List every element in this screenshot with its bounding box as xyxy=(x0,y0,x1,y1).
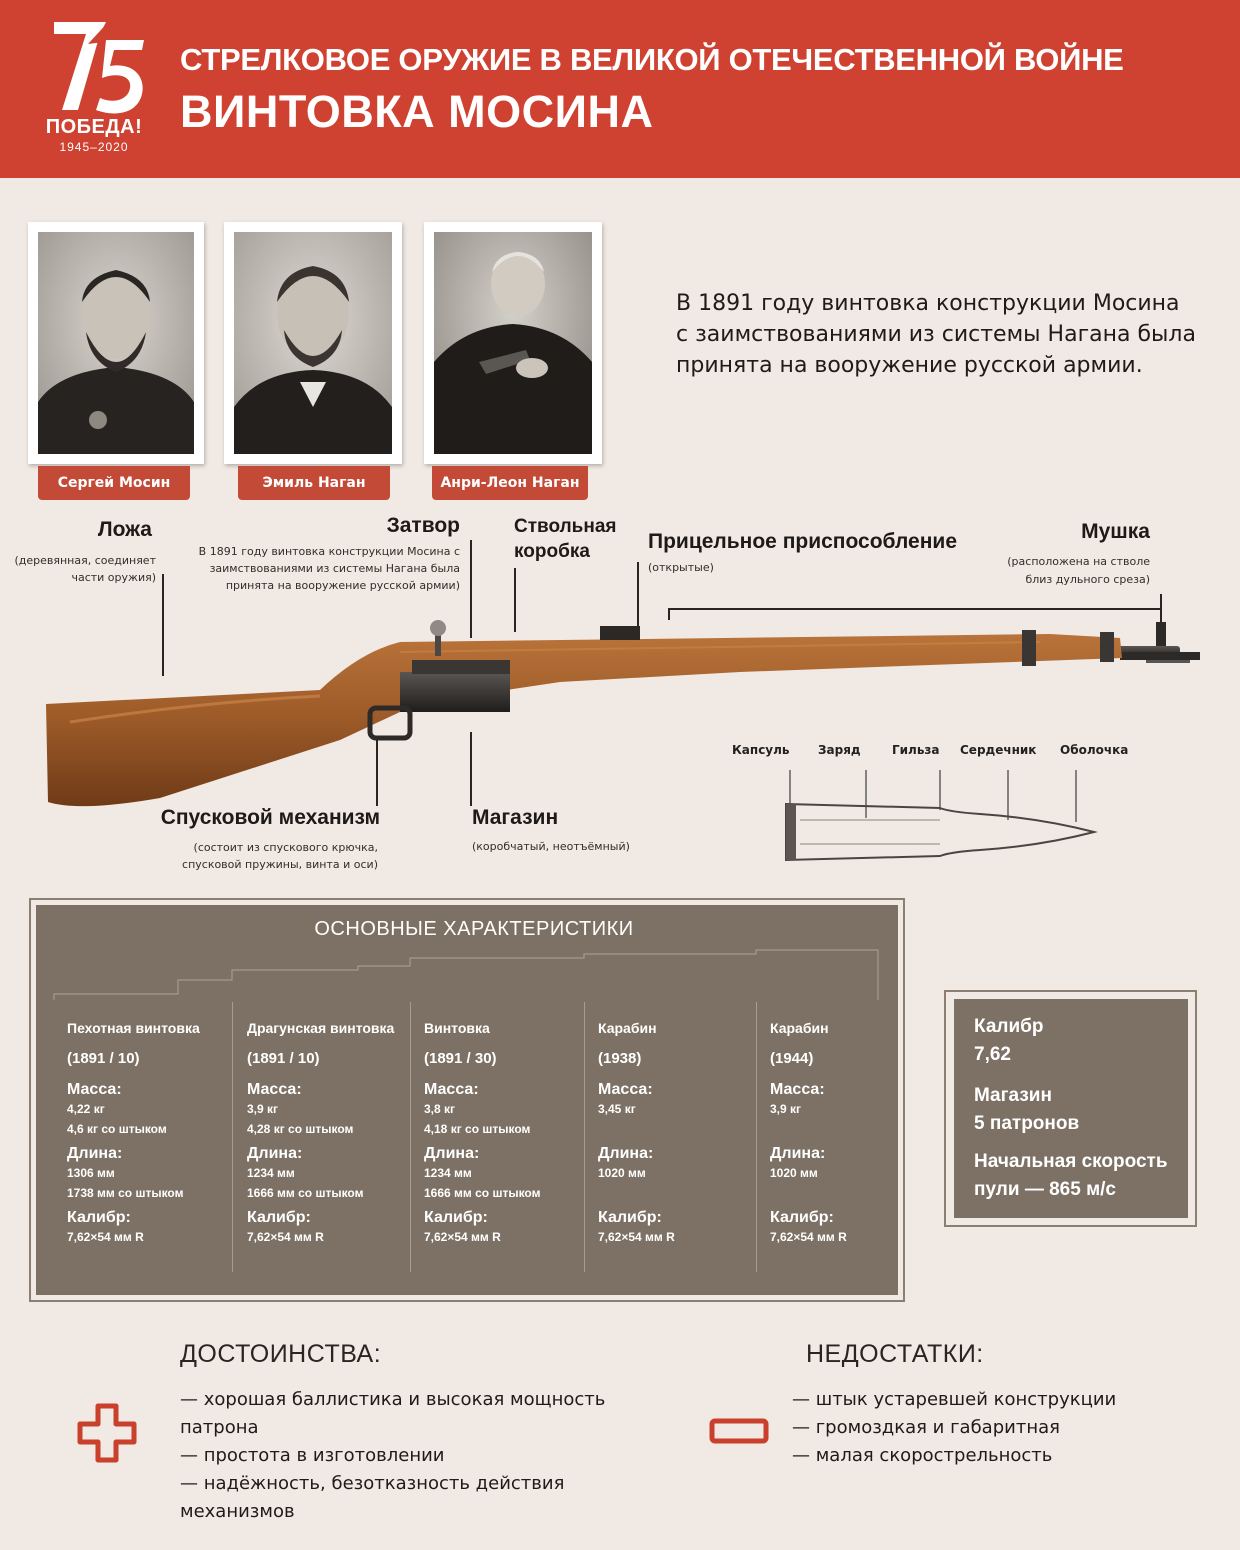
specs-title: ОСНОВНЫЕ ХАРАКТЕРИСТИКИ xyxy=(314,918,634,940)
bullet-label-obolochka: Оболочка xyxy=(1060,743,1129,757)
spec-length-value: 1306 мм xyxy=(67,1166,115,1180)
portrait-emile-nagant xyxy=(224,222,402,464)
spec-caliber-value: 7,62×54 мм R xyxy=(247,1230,324,1244)
spec-caliber-value: 7,62×54 мм R xyxy=(424,1230,501,1244)
bullet-diagram xyxy=(780,770,1100,862)
specs-divider-2 xyxy=(410,1002,411,1272)
intro-text: В 1891 году винтовка конструкции Мосина с заимствованиями из системы Нагана была принята на вооружение русской армии. xyxy=(676,291,1196,378)
spec-column-2 xyxy=(247,1020,409,1247)
spec-column-3 xyxy=(424,1020,582,1247)
spec-length-value-bayonet: 1666 мм со штыком xyxy=(247,1186,364,1200)
portrait-name-henri: Анри-Леон Наган xyxy=(432,466,588,500)
spec-length-label: Длина: xyxy=(67,1145,123,1162)
spec-mass-value: 3,45 кг xyxy=(598,1102,636,1116)
page-title: ВИНТОВКА МОСИНА xyxy=(180,86,654,137)
bullet-label-serdechnik: Сердечник xyxy=(960,743,1037,757)
spec-model-name: Пехотная винтовка xyxy=(67,1020,200,1036)
spec-length-value: 1234 мм xyxy=(424,1166,472,1180)
spec-caliber-value: 7,62×54 мм R xyxy=(598,1230,675,1244)
label-spusk: Спусковой механизм xyxy=(160,806,380,829)
pointer-mushka-h xyxy=(668,608,1162,610)
victory-75-logo xyxy=(48,14,148,118)
summary-caliber-value: 7,62 xyxy=(974,1044,1011,1065)
spec-mass-value-bayonet: 4,18 кг со штыком xyxy=(424,1122,531,1136)
spec-caliber-label: Калибр: xyxy=(247,1209,311,1226)
spec-mass-value-bayonet: 4,6 кг со штыком xyxy=(67,1122,167,1136)
bullet-label-zaryad: Заряд xyxy=(818,743,861,757)
pros-line-2: патрона xyxy=(180,1417,259,1438)
label-mushka: Мушка xyxy=(1081,520,1150,543)
note-mushka-1: (расположена на стволе xyxy=(1007,555,1150,568)
cons-line-2: — громоздкая и габаритная xyxy=(792,1417,1060,1438)
note-magazin: (коробчатый, неотъёмный) xyxy=(472,840,630,853)
note-zatvor-2: заимствованиями из системы Нагана была xyxy=(209,562,460,575)
portrait-photo xyxy=(434,232,592,454)
label-pricel: Прицельное приспособление xyxy=(648,530,958,553)
pros-line-3: — простота в изготовлении xyxy=(180,1445,445,1466)
spec-model-name: Драгунская винтовка xyxy=(247,1020,395,1036)
cons-line-1: — штык устаревшей конструкции xyxy=(792,1389,1117,1410)
summary-magazine-value: 5 патронов xyxy=(974,1113,1080,1134)
pros-title: ДОСТОИНСТВА: xyxy=(180,1340,382,1368)
summary-velocity-value: пули — 865 м/с xyxy=(974,1179,1116,1200)
spec-model-year: (1891 / 10) xyxy=(247,1050,320,1067)
specs-step-tabs xyxy=(36,940,898,1000)
spec-model-year: (1944) xyxy=(770,1050,814,1067)
spec-caliber-label: Калибр: xyxy=(424,1209,488,1226)
spec-caliber-label: Калибр: xyxy=(67,1209,131,1226)
portrait-henri-leon-nagant xyxy=(424,222,602,464)
spec-mass-label: Масса: xyxy=(598,1081,653,1098)
spec-caliber-label: Калибр: xyxy=(598,1209,662,1226)
pros-line-5: механизмов xyxy=(180,1501,295,1522)
pros-line-1: — хорошая баллистика и высокая мощность xyxy=(180,1389,606,1410)
note-lozha-1: (деревянная, соединяет xyxy=(14,554,156,567)
summary-caliber-label: Калибр xyxy=(974,1016,1044,1037)
spec-column-4 xyxy=(598,1020,754,1247)
portrait-photo xyxy=(38,232,194,454)
spec-column-5 xyxy=(770,1020,896,1247)
plus-icon xyxy=(76,1402,138,1464)
summary-magazine-label: Магазин xyxy=(974,1085,1052,1106)
portrait-name-emile: Эмиль Наган xyxy=(238,466,390,500)
spec-mass-value: 3,9 кг xyxy=(770,1102,802,1116)
spec-mass-label: Масса: xyxy=(424,1081,479,1098)
spec-length-value: 1020 мм xyxy=(770,1166,818,1180)
spec-mass-value-bayonet: 4,28 кг со штыком xyxy=(247,1122,354,1136)
spec-mass-value: 3,9 кг xyxy=(247,1102,279,1116)
minus-icon xyxy=(708,1416,770,1446)
spec-mass-label: Масса: xyxy=(770,1081,825,1098)
label-korobka-1: Ствольная xyxy=(514,516,617,537)
spec-mass-value: 3,8 кг xyxy=(424,1102,456,1116)
note-spusk-1: (состоит из спускового крючка, xyxy=(193,841,378,854)
spec-caliber-value: 7,62×54 мм R xyxy=(770,1230,847,1244)
label-lozha: Ложа xyxy=(97,518,152,541)
spec-length-label: Длина: xyxy=(598,1145,654,1162)
note-zatvor-1: В 1891 году винтовка конструкции Мосина с xyxy=(198,545,460,558)
spec-model-year: (1891 / 30) xyxy=(424,1050,497,1067)
spec-caliber-label: Калибр: xyxy=(770,1209,834,1226)
summary-velocity-label: Начальная скорость xyxy=(974,1151,1168,1172)
spec-caliber-value: 7,62×54 мм R xyxy=(67,1230,144,1244)
spec-length-label: Длина: xyxy=(770,1145,826,1162)
spec-length-value: 1234 мм xyxy=(247,1166,295,1180)
spec-model-name: Винтовка xyxy=(424,1020,490,1036)
note-mushka-2: близ дульного среза) xyxy=(1025,573,1150,586)
spec-length-label: Длина: xyxy=(247,1145,303,1162)
portrait-photo xyxy=(234,232,392,454)
spec-length-value-bayonet: 1738 мм со штыком xyxy=(67,1186,184,1200)
spec-length-value-bayonet: 1666 мм со штыком xyxy=(424,1186,541,1200)
note-pricel: (открытые) xyxy=(648,561,714,574)
pointer-spusk xyxy=(376,740,378,806)
label-korobka-2: коробка xyxy=(514,541,590,562)
page-supertitle: СТРЕЛКОВОЕ ОРУЖИЕ В ВЕЛИКОЙ ОТЕЧЕСТВЕННОЙ ВОЙНЕ xyxy=(180,42,1124,77)
spec-mass-label: Масса: xyxy=(67,1081,122,1098)
label-magazin: Магазин xyxy=(472,806,559,829)
pros-line-4: — надёжность, безотказность действия xyxy=(180,1473,565,1494)
spec-model-name: Карабин xyxy=(598,1020,657,1036)
portrait-name-mosin: Сергей Мосин xyxy=(38,466,190,500)
cons-line-3: — малая скорострельность xyxy=(792,1445,1053,1466)
spec-model-year: (1938) xyxy=(598,1050,642,1067)
spec-column-1 xyxy=(67,1020,231,1247)
cons-title: НЕДОСТАТКИ: xyxy=(806,1340,984,1368)
spec-mass-label: Масса: xyxy=(247,1081,302,1098)
logo-word: ПОБЕДА! xyxy=(45,116,143,138)
label-zatvor: Затвор xyxy=(386,514,460,537)
note-zatvor-3: принята на вооружение русской армии) xyxy=(225,579,460,592)
spec-model-year: (1891 / 10) xyxy=(67,1050,140,1067)
spec-mass-value: 4,22 кг xyxy=(67,1102,105,1116)
portrait-mosin xyxy=(28,222,204,464)
spec-length-value: 1020 мм xyxy=(598,1166,646,1180)
bullet-label-gilza: Гильза xyxy=(892,743,940,757)
specs-divider-4 xyxy=(756,1002,757,1272)
pointer-magazin xyxy=(470,732,472,806)
specs-divider-1 xyxy=(232,1002,233,1272)
bullet-label-kapsul: Капсуль xyxy=(732,743,790,757)
logo-years: 1945–2020 xyxy=(59,140,129,154)
note-lozha-2: части оружия) xyxy=(71,571,156,584)
specs-divider-3 xyxy=(584,1002,585,1272)
note-spusk-2: спусковой пружины, винта и оси) xyxy=(182,858,378,871)
spec-model-name: Карабин xyxy=(770,1020,829,1036)
spec-length-label: Длина: xyxy=(424,1145,480,1162)
